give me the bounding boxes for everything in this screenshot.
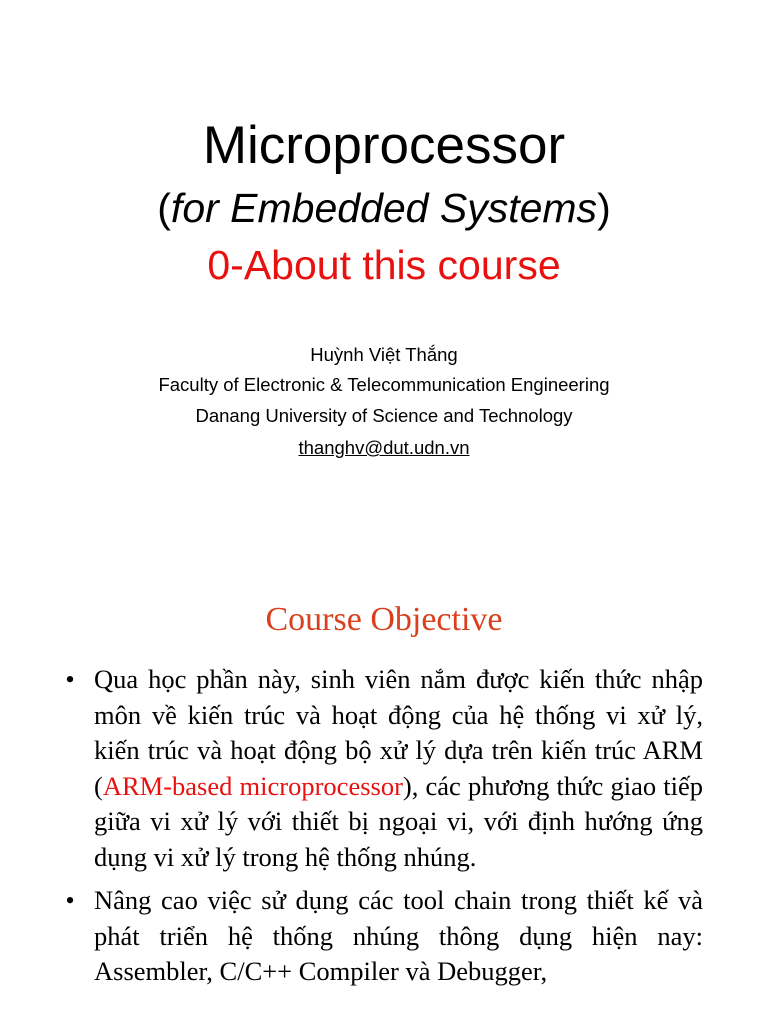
subtitle-open-paren: ( (157, 185, 171, 231)
objective-bullet-list (0, 662, 768, 998)
author-faculty: Faculty of Electronic & Telecommunication Engineering (158, 374, 610, 395)
slide-title: Microprocessor (202, 116, 566, 175)
author-email-link[interactable]: thanghv@dut.udn.vn (298, 437, 470, 458)
author-name: Huỳnh Việt Thắng (310, 344, 458, 365)
objective-heading: Course Objective (265, 601, 503, 638)
subtitle-close-paren: ) (597, 185, 611, 231)
list-item (65, 662, 703, 875)
slide-subtitle (0, 182, 768, 234)
bullet-text-part: ), các phương thức giao tiếp giữa vi xử lý với thiết bị ngoại vi, với định hướng ứng dụng vi xử lý trong hệ thống nhúng. (94, 770, 703, 872)
list-item (65, 883, 703, 990)
bullet-text: Nâng cao việc sử dụng các tool chain trong thiết kế và phát triển hệ thống nhúng thông dụng hiện nay: Assembler, C/C++ Compiler và Debugger, (94, 885, 703, 986)
bullet-text-part: Qua học phần này, sinh viên nắm được kiến thức nhập môn về kiến trúc và hoạt động của hệ thống vi xử lý, kiến trúc và hoạt động bộ xử lý dựa trên kiến trúc ARM ( (94, 664, 703, 801)
course-objective-slide (0, 580, 768, 1024)
course-topic: 0-About this course (207, 242, 561, 288)
highlight-term: ARM-based microprocessor (102, 770, 403, 801)
bullet-icon: • (65, 885, 75, 915)
bullet-icon: • (65, 664, 75, 694)
subtitle-italic-text: for Embedded Systems (170, 185, 598, 231)
author-university: Danang University of Science and Technology (195, 405, 573, 426)
